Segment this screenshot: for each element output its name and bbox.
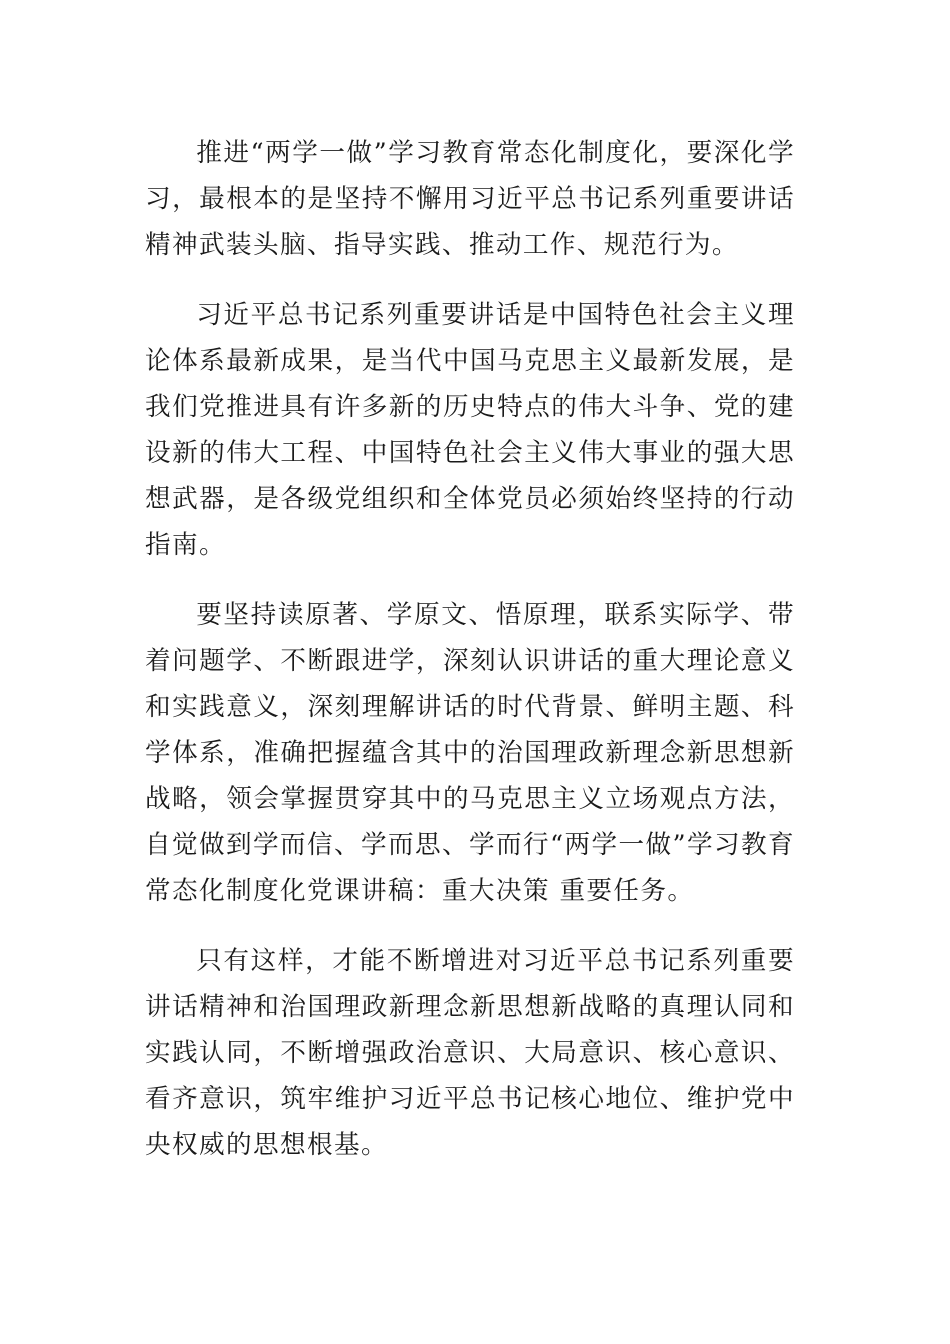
- paragraph-3: 要坚持读原著、学原文、悟原理，联系实际学、带着问题学、不断跟进学，深刻认识讲话的重大理论意义和实践意义，深刻理解讲话的时代背景、鲜明主题、科学体系，准确把握蕴含其中的治国理政新理念新思想新战略，领会掌握贯穿其中的马克思主义立场观点方法，自觉做到学而信、学而思、学而行“两学一做”学习教育常态化制度化党课讲稿：重大决策 重要任务。: [145, 600, 795, 906]
- paragraph-2: 习近平总书记系列重要讲话是中国特色社会主义理论体系最新成果，是当代中国马克思主义最新发展，是我们党推进具有许多新的历史特点的伟大斗争、党的建设新的伟大工程、中国特色社会主义伟大事业的强大思想武器，是各级党组织和全体党员必须始终坚持的行动指南。: [145, 300, 795, 560]
- paragraph-1: 推进“两学一做”学习教育常态化制度化，要深化学习，最根本的是坚持不懈用习近平总书记系列重要讲话精神武装头脑、指导实践、推动工作、规范行为。: [145, 138, 795, 260]
- document-body: [145, 130, 795, 1168]
- paragraph-4: 只有这样，才能不断增进对习近平总书记系列重要讲话精神和治国理政新理念新思想新战略的真理认同和实践认同，不断增强政治意识、大局意识、核心意识、看齐意识，筑牢维护习近平总书记核心地位、维护党中央权威的思想根基。: [145, 946, 795, 1160]
